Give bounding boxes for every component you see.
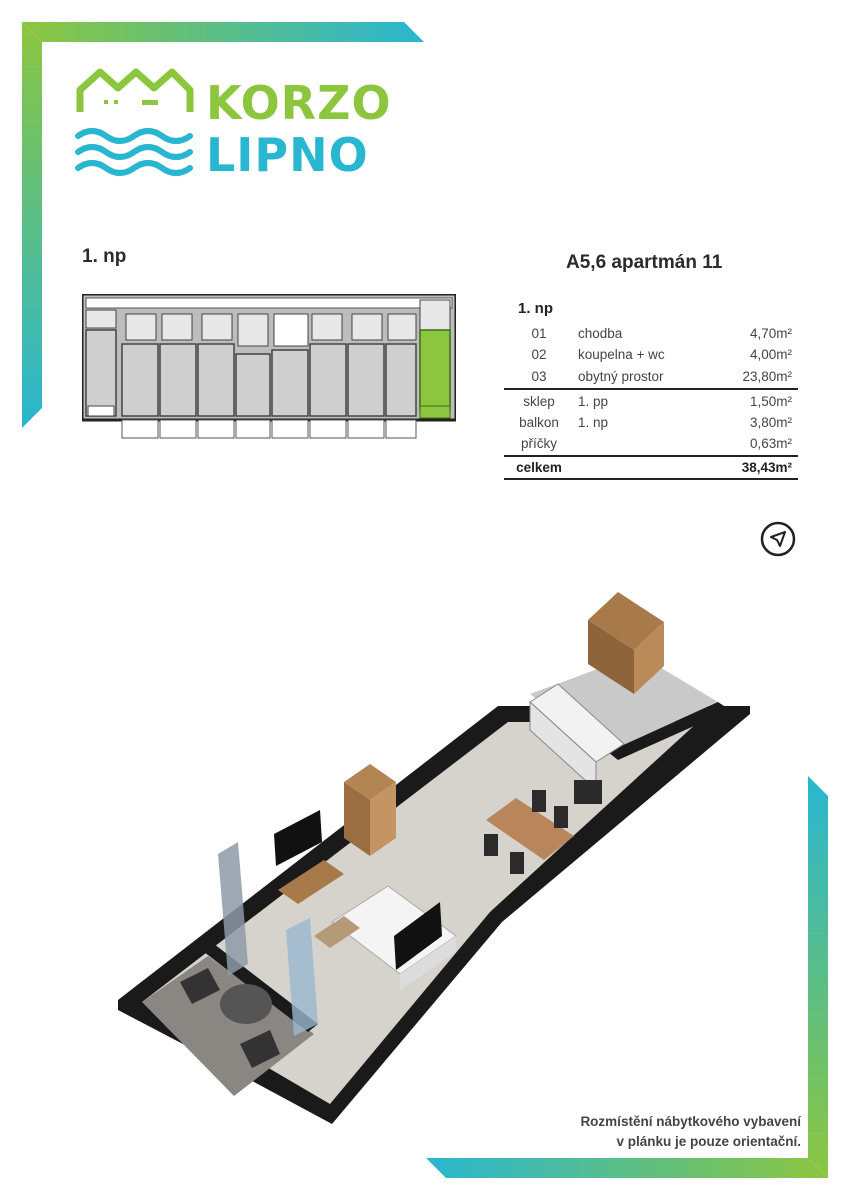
table-row: balkon 1. np 3,80m² [519,415,792,430]
table-row: sklep 1. pp 1,50m² [523,394,792,409]
apartment-3d-render [118,584,750,1140]
logo-houses-waves-icon [74,66,194,180]
brand-line1: KORZO [206,76,392,130]
floor-label: 1. np [82,246,127,267]
apartment-title: A5,6 apartmán 11 [566,252,723,273]
table-section-label: 1. np [518,300,554,317]
table-divider [504,478,798,480]
table-row: 02 koupelna + wc 4,00m² [531,347,792,362]
brand-line2: LIPNO [206,128,369,182]
table-total-row: celkem 38,43m² [516,460,792,475]
table-row: 03 obytný prostor 23,80m² [531,369,792,384]
north-arrow-icon [760,521,796,557]
table-divider [504,455,798,457]
table-row: příčky 0,63m² [520,436,792,451]
table-row: 01 chodba 4,70m² [531,326,792,341]
table-divider [504,388,798,390]
furniture-disclaimer: Rozmístění nábytkového vybavení v plánku je pouze orientační. [580,1114,801,1149]
building-floor-plan [82,294,456,440]
